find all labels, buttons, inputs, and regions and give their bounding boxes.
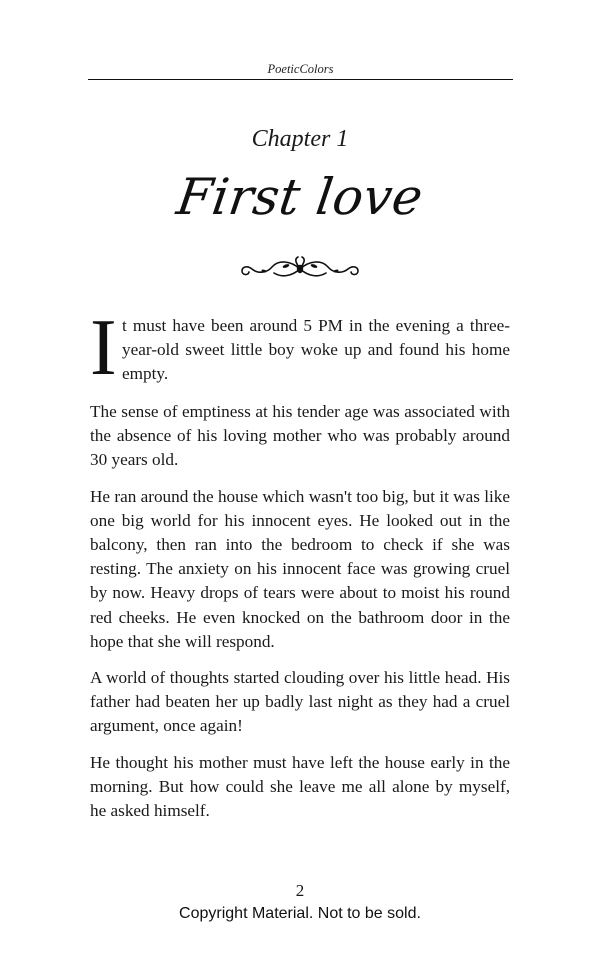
chapter-title: First love bbox=[173, 168, 427, 226]
chapter-label: Chapter 1 bbox=[251, 126, 349, 152]
opening-paragraph-text: t must have been around 5 PM in the evening a three-year-old sweet little boy woke up and found his home empty. bbox=[122, 316, 510, 384]
body-paragraph: He thought his mother must have left the house early in the morning. But how could she leave me all alone by myself, he asked himself. bbox=[90, 752, 510, 821]
body-paragraph: He ran around the house which wasn't too big, but it was like one big world for his innocent eyes. He looked out in the balcony, then ran into the bedroom to check if she was resting. The anxiety on his innocent face was growing cruel by now. Heavy drops of tears were about to moist his round red cheeks. He even knocked on the bathroom door in the hope that she will respond. bbox=[90, 486, 510, 651]
header-rule bbox=[88, 79, 513, 80]
copyright-notice: Copyright Material. Not to be sold. bbox=[179, 905, 421, 922]
page-number: 2 bbox=[295, 881, 305, 900]
opening-paragraph bbox=[90, 304, 510, 392]
scroll-ornament-icon bbox=[236, 254, 364, 284]
running-head-title: PoeticColors bbox=[267, 62, 334, 76]
chapter-body bbox=[90, 304, 510, 835]
body-paragraph: A world of thoughts started clouding over his little head. His father had beaten her up badly last night as they had a cruel argument, once again! bbox=[90, 668, 510, 736]
body-paragraph: The sense of emptiness at his tender age was associated with the absence of his loving mother who was probably around 30 years old. bbox=[90, 402, 510, 470]
drop-cap: I bbox=[90, 304, 117, 392]
